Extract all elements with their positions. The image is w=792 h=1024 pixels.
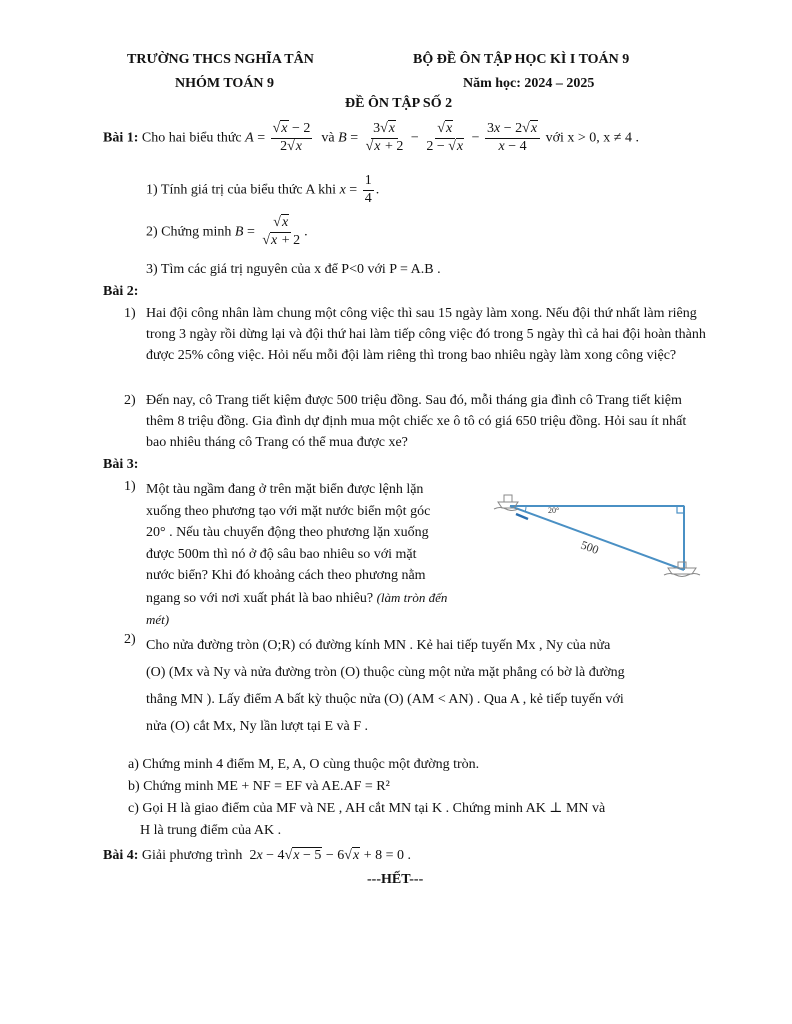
bai3-item1-line: được 500m thì nó ở độ sâu bao nhiêu so với mặt (146, 546, 417, 562)
bai1-statement: Bài 1: Cho hai biểu thức A = $\frac{√x - 2}{2√x}$ và B = $\frac{3√x}{√x + 2}$ − $\frac{√x}{2 - √x}$ − $\frac{3x - 2√x}{x - 4}$ với x > 0, x ≠ 4 . (103, 121, 639, 154)
bai3-item1-line: nước biển? Khi đó khoảng cách theo phương nằm (146, 568, 426, 583)
bai3-item1-line: ngang so với nơi xuất phát là bao nhiêu? (146, 590, 374, 606)
bai3-item1-line: Một tàu ngầm đang ở trên mặt biển được lệnh lặn (146, 482, 424, 497)
bai1-label: Bài 1: (103, 130, 139, 146)
bai1-condition: với x > 0, x ≠ 4 . (545, 130, 639, 146)
bai3-item2-line: thẳng MN ). Lấy điểm A bất kỳ thuộc nửa (O) (AM < AN) . Qua A , kẻ tiếp tuyến với (146, 692, 624, 707)
bai4-text: Giải phương trình (141, 848, 243, 863)
bai3-item2-line: Cho nửa đường tròn (O;R) có đường kính MN . Kẻ hai tiếp tuyến Mx , Ny của nửa (146, 638, 611, 653)
bai4-label: Bài 4: (103, 848, 139, 863)
group-name: NHÓM TOÁN 9 (175, 76, 275, 91)
bai3-item2-line: nửa (O) cắt Mx, Ny lần lượt tại E và F . (146, 719, 369, 734)
bai2-item2-number: 2) (124, 393, 136, 408)
bai1-q1-text: 1) Tính giá trị của biểu thức A khi (146, 182, 337, 198)
expr-B-term3: $\frac{3x - 2√x}{x - 4}$ (485, 122, 540, 154)
page-title: ĐỀ ÔN TẬP SỐ 2 (345, 96, 453, 111)
bai1-and: và (321, 130, 335, 146)
school-year: Năm học: 2024 – 2025 (463, 76, 595, 91)
bai4-statement: Bài 4: Giải phương trình 2x − 4√x − 5 − 6√x + 8 = 0 . (103, 848, 411, 863)
bai3-item2-number: 2) (124, 632, 136, 647)
bai3-label: Bài 3: (103, 457, 139, 472)
bai1-q2-text: 2) Chứng minh (146, 224, 232, 240)
bai3-item1-number: 1) (124, 479, 136, 494)
bai3-item1-note-part2: mét) (146, 612, 170, 627)
bai3-sub-a: a) Chứng minh 4 điểm M, E, A, O cùng thuộc một đường tròn. (128, 757, 480, 772)
bai2-label: Bài 2: (103, 284, 139, 299)
bai3-subquestions (128, 754, 605, 842)
bai3-item2 (146, 632, 708, 740)
bai2-item2: Đến nay, cô Trang tiết kiệm được 500 triệu đồng. Sau đó, mỗi tháng gia đình cô Trang tiết kiệm thêm 8 triệu đồng. Gia đình dự định mua một chiếc xe ô tô có giá 650 triệu đồng. Hỏi sau ít nhất bao nhiêu tháng cô Trang có thể mua được xe? (146, 393, 687, 450)
bai3-sub-c-cont: H là trung điểm của AK . (140, 823, 282, 838)
bai2-item1: Hai đội công nhân làm chung một công việc thì sau 15 ngày làm xong. Nếu đội thứ nhất làm riêng trong 3 ngày rồi dừng lại và đội thứ hai làm tiếp công việc đó trong 5 ngày thì cả hai đội hoàn thành được 25% công việc. Hỏi nếu mỗi đội làm riêng thì trong bao nhiêu ngày làm xong công việc? (146, 306, 706, 363)
bai2-item1-number: 1) (124, 306, 136, 321)
bai3-item1-line: xuống theo phương tạo với mặt nước biển một góc (146, 503, 431, 519)
bai3-item1 (146, 479, 447, 631)
expr-B-term2: $\frac{√x}{2 - √x}$ (426, 121, 464, 154)
bai1-q1: 1) Tính giá trị của biểu thức A khi x = $\frac{1}{4}$ . (146, 173, 380, 206)
bai1-q3: 3) Tìm các giá trị nguyên của x để P<0 với P = A.B . (146, 262, 441, 277)
length-label: 500 (578, 537, 601, 557)
expr-B-term1: $\frac{3√x}{√x + 2}$ (365, 121, 404, 154)
direction-arrow (516, 514, 528, 519)
ship-start-icon (494, 495, 518, 511)
bai1-q2: 2) Chứng minh B = $\frac{√x}{√x + 2}$ . (146, 215, 308, 248)
exam-set-title: BỘ ĐỀ ÔN TẬP HỌC KÌ I TOÁN 9 (413, 52, 630, 67)
end-mark: ---HẾT--- (367, 872, 424, 887)
expr-A: $\frac{√x - 2}{2√x}$ (272, 121, 311, 154)
bai3-item1-note-part1: (làm tròn đến (376, 589, 448, 605)
dive-path-line (510, 506, 684, 570)
bai3-item1-line: 20° . Nếu tàu chuyển động theo phương lặn xuống (146, 525, 429, 540)
school-name: TRƯỜNG THCS NGHĨA TÂN (127, 52, 314, 67)
bai3-sub-b: b) Chứng minh ME + NF = EF và AE.AF = R² (128, 779, 390, 794)
bai3-sub-c: c) Gọi H là giao điểm của MF và NE , AH cắt MN tại K . Chứng minh AK ⊥ MN và (128, 801, 606, 816)
angle-label: 20° (548, 506, 560, 515)
submarine-diagram (492, 486, 712, 586)
right-angle-mark (677, 506, 684, 513)
bai1-intro: Cho hai biểu thức (141, 130, 242, 146)
bai3-item2-line: (O) (Mx và Ny và nửa đường tròn (O) thuộc cùng một nửa mặt phẳng có bờ là đường (146, 665, 625, 680)
